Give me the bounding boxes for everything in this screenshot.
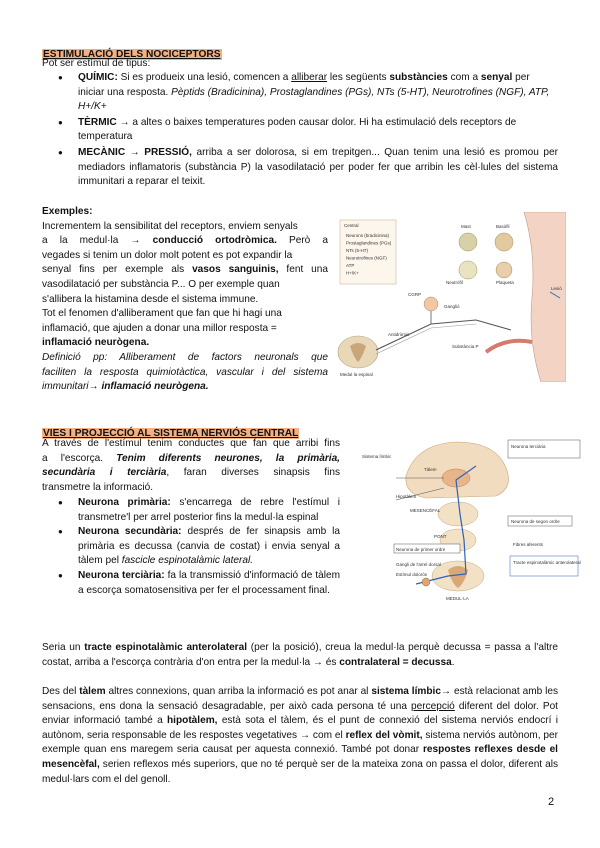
basophil-cell xyxy=(495,233,513,251)
examples-title: Exemples: xyxy=(42,206,93,217)
heading-nociceptors: ESTIMULACIÓ DELS NOCICEPTORS xyxy=(43,49,221,60)
figure-label: MESENCÈFAL xyxy=(410,508,441,513)
neuron-list xyxy=(54,496,340,598)
figure-label: Neurona terciària xyxy=(511,444,546,449)
vies-line: transmetre la informació. xyxy=(42,481,154,493)
vies-intro xyxy=(42,437,340,495)
figure-label: Substància P xyxy=(452,344,479,349)
pathway-figure xyxy=(356,436,582,604)
intro-text: Pot ser estímul de tipus: xyxy=(42,58,151,69)
figure-label: Medul·la espinal xyxy=(340,372,373,377)
vies-line: A través de l'estímul tenim conductes que fan que arribi fins xyxy=(42,438,340,449)
figure-label: Neurona de primer ordre xyxy=(396,547,446,552)
figure-label: Mast xyxy=(461,224,471,229)
examples-line: senyal fins per exemple als vasos sanguinis, fent una xyxy=(42,264,329,276)
figure-label: Neurona de segon ordre xyxy=(511,519,560,524)
list-item-mecanic: ● MECÀNIC → PRESSIÓ, arriba a ser dolorosa, si em trepitgen... Quan tenim una lesió es promou per mediadors inflamatoris (substància P) la vasodilatació per poder fer que arribin les cèl·lules del sistema immunitari a reparar el teixit. xyxy=(54,146,558,190)
figure-label: Sistema límbic xyxy=(362,454,392,459)
label-box xyxy=(508,440,580,458)
examples-line: s'allibera la histamina desde el sistema immune. xyxy=(42,293,259,305)
figure-label: Antidròmic xyxy=(388,332,410,337)
figure-label: Central xyxy=(344,223,359,228)
figure-label: Neurons (bradicinina) xyxy=(346,233,390,238)
dorsal-ganglion xyxy=(422,578,430,586)
examples-block xyxy=(42,205,328,395)
stimulus-list xyxy=(54,71,558,190)
figure-label: H+/K+ xyxy=(346,270,359,276)
tract-paragraph: Seria un tracte espinotalàmic anterolateral (per la posició), creua la medul·la perquè decussa = passa a l'altre costat, arriba a l'escorça contrària d'on entra per la medul·la → és contralateral = decussa. xyxy=(42,642,558,668)
examples-line: vegades si tenim un dolor molt potent es pot expandir la xyxy=(42,249,293,261)
mast-cell xyxy=(459,233,477,251)
ganglion-cell xyxy=(424,297,438,311)
figure-label: Gangli de l'arrel dorsal xyxy=(396,562,441,567)
figure-label: Estímul dolorós xyxy=(396,572,428,577)
figure-label: MEDUL·LA xyxy=(446,596,469,601)
figure-label: Basòfil xyxy=(496,224,510,229)
page-number: 2 xyxy=(548,796,555,808)
heading-vies: VIES I PROJECCIÓ AL SISTEMA NERVIÓS CENTRAL xyxy=(43,428,299,439)
neutrophil-cell xyxy=(459,261,477,279)
figure-label: Tàlem xyxy=(424,467,437,472)
label-box xyxy=(510,556,578,576)
examples-line: inflamació, que ajuden a donar una millor resposta = xyxy=(42,322,277,334)
figure-label: NTs (5-HT) xyxy=(346,248,368,253)
figure-label: Hipotàlem xyxy=(396,494,417,499)
vies-line: secundària i terciària, faran diverses sinapsis fins xyxy=(42,467,340,479)
figure-label: Tracte espinotalàmic anterolateral xyxy=(513,560,581,565)
figure-label: Plaqueta xyxy=(496,280,514,285)
figure-label: PONT xyxy=(434,534,447,539)
figure-label: CGRP xyxy=(408,292,422,297)
platelet-cell xyxy=(496,262,512,278)
examples-line: Tot el fenomen d'alliberament que fan que hi hagi una xyxy=(42,308,282,320)
examples-line: inflamació neurògena. xyxy=(42,337,150,349)
definition-line: immunitari→ inflamació neurògena. xyxy=(42,381,209,393)
list-item-quimic: ● QUÍMIC: Si es produeix una lesió, comencen a alliberar les següents substàncies com a senyal per iniciar una resposta. Pèptids (Bradicinina), Prostaglandines (PGs), NTs (5-HT), Neurotrofines (NGF), ATP, H+/K+ xyxy=(54,71,558,115)
definition-line: faciliten la resposta quimiotàctica, vascular i del sistema xyxy=(42,366,328,378)
list-item-tertiary: ● Neurona terciària: fa la transmissió d'informació de tàlem a escorça somatosensitiva per fer el processament final. xyxy=(54,569,340,598)
definition-line: Definició pp: Alliberament de factors neuronals que xyxy=(42,351,328,363)
figure-label: Lesió xyxy=(551,286,562,291)
midbrain-shape xyxy=(438,502,478,526)
figure-label: Neutròfil xyxy=(446,280,463,285)
examples-line: a la medul·la → conducció ortodròmica. Però a xyxy=(42,235,328,247)
vies-line: a l'escorça. Tenim diferents neurones, la primària, xyxy=(42,452,340,464)
nociceptor-figure xyxy=(336,212,566,382)
list-item-termic: ● TÈRMIC → a altes o baixes temperatures poden causar dolor. Hi ha estimulació dels receptors de temperatura xyxy=(54,116,558,145)
figure-label: ATP xyxy=(346,263,355,268)
figure-label: Ganglió xyxy=(444,304,460,309)
examples-line: Incrementem la sensibilitat del receptors, enviem senyals xyxy=(42,220,298,232)
examples-line: vasodilatació per substància P... O per exemple quan xyxy=(42,278,280,290)
figure-label: Neurotrofines (NGF) xyxy=(346,255,387,261)
list-item-primary: ● Neurona primària: s'encarrega de rebre l'estímul i transmetre'l per arrel posterior fins la medul·la espinal xyxy=(54,496,340,525)
figure-label: Prostaglandines (PGs) xyxy=(346,240,392,246)
list-item-secondary: ● Neurona secundària: després de fer sinapsis amb la primària es decussa (canvia de costat) i envia senyal a tàlem pel fascicle espinotalàmic lateral. xyxy=(54,525,340,569)
thalamus-paragraph: Des del tàlem altres connexions, quan arriba la informació es pot anar al sistema límbic→ està relacionat amb les sensacions, ens dona la sensació desagradable, per això cada persona té una percepció diferent del dolor. Pot enviar informació també a hipotàlem, està sota el tàlem, és el punt de connexió del sistema nerviós endocrí i autònom, seria responsable de les respostes vegetatives → com el reflex del vòmit, sistema nerviós autònom, per exemple quan ens maregem seria causat per aquesta connexió. També pot donar respostes reflexes desde el mesencèfal, serien reflexos més superiors, que no té perquè ser de la mateixa zona on passa el dolor, diferent als medul·lars com el del genoll. xyxy=(42,686,559,785)
figure-label: Fibres aferents xyxy=(513,542,544,547)
